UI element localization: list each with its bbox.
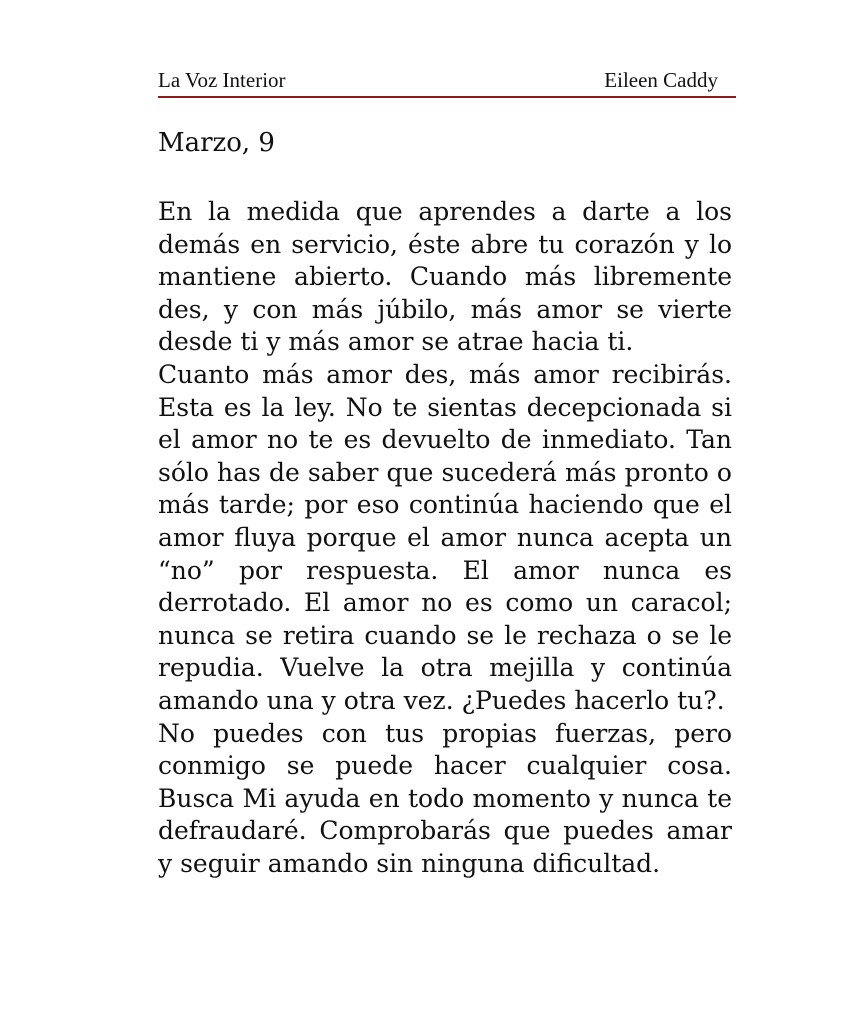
author-name: Eileen Caddy — [604, 68, 718, 92]
entry-body — [158, 196, 732, 880]
running-header — [158, 66, 736, 98]
paragraph: En la medida que aprendes a darte a los demás en servicio, éste abre tu corazón y lo mantiene abierto. Cuando más libremente des, y con más júbilo, más amor se vierte desde ti y más amor se atrae hacia ti. — [158, 197, 732, 357]
paragraph: No puedes con tus propias fuerzas, pero conmigo se puede hacer cualquier cosa. Busca Mi ayuda en todo momento y nunca te defraudaré. Comprobarás que puedes amar y seguir amando sin ninguna dificultad. — [158, 718, 732, 878]
paragraph: Cuanto más amor des, más amor recibirás. Esta es la ley. No te sientas decepcionada si el amor no te es devuelto de inmediato. Tan sólo has de saber que sucederá más pronto o más tarde; por eso continúa haciendo que el amor fluya porque el amor nunca acepta un “no” por respuesta. El amor nunca es derrotado. El amor no es como un caracol; nunca se retira cuando se le rechaza o se le repudia. Vuelve la otra mejilla y continúa amando una y otra vez. ¿Puedes hacerlo tu?. — [158, 359, 732, 715]
book-title: La Voz Interior — [158, 68, 286, 92]
entry-date: Marzo, 9 — [158, 128, 275, 158]
